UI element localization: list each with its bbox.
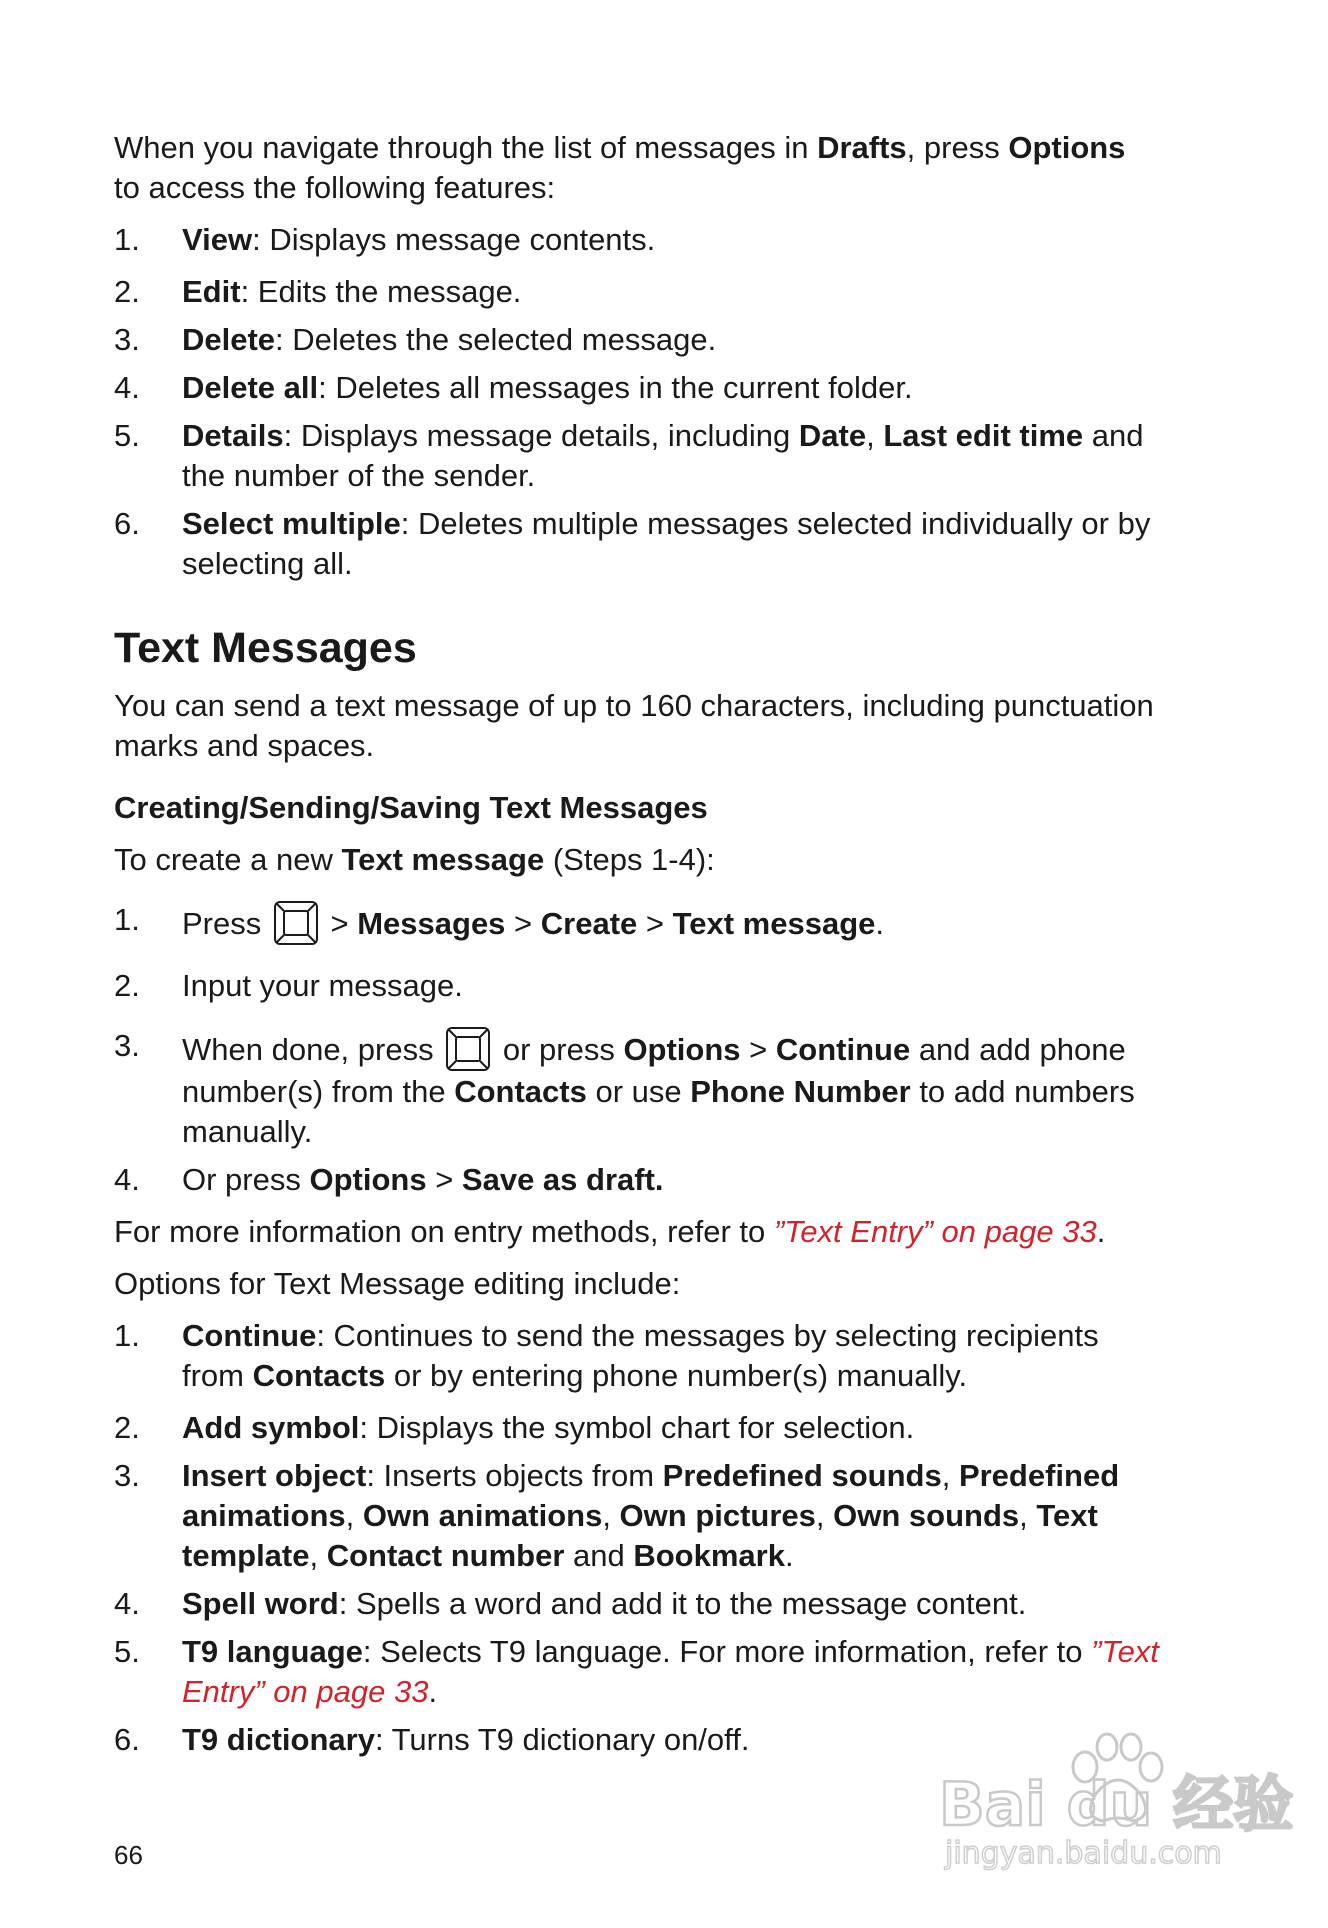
list-item: 2. Edit: Edits the message. [114, 274, 522, 309]
center-key-icon [445, 1026, 491, 1072]
list-item: 1. Continue: Continues to send the messages by selecting recipients from Contacts or by entering phone number(s) manually. [114, 1318, 1099, 1393]
more-info: For more information on entry methods, refer to ”Text Entry” on page 33. [114, 1214, 1106, 1249]
subsection-heading: Creating/Sending/Saving Text Messages [114, 790, 708, 825]
create-steps-list [114, 900, 1166, 1200]
list-item: 4. Or press Options > Save as draft. [114, 1162, 664, 1197]
center-key-icon [273, 900, 319, 946]
section-heading: Text Messages [114, 624, 417, 672]
text-entry-link[interactable]: ”Text Entry” on page 33 [773, 1214, 1097, 1249]
list-item: 3. Delete: Deletes the selected message. [114, 322, 717, 357]
list-item: 4. Delete all: Deletes all messages in the current folder. [114, 370, 913, 405]
manual-page [114, 128, 1166, 1760]
section-intro: You can send a text message of up to 160 characters, including punctuation marks and spaces. [114, 688, 1154, 763]
list-item: 2. Add symbol: Displays the symbol chart for selection. [114, 1410, 915, 1445]
text-entry-link[interactable]: ”Text Entry” on page 33 [182, 1634, 1159, 1709]
list-item: 6. T9 dictionary: Turns T9 dictionary on/off. [114, 1722, 750, 1757]
list-item: 4. Spell word: Spells a word and add it to the message content. [114, 1586, 1027, 1621]
options-intro: Options for Text Message editing include: [114, 1266, 681, 1301]
drafts-options-list [114, 220, 1166, 584]
drafts-intro: When you navigate through the list of messages in Drafts, press Options to access the following features: [114, 130, 1126, 205]
editing-options-list [114, 1316, 1166, 1760]
list-item: 6. Select multiple: Deletes multiple messages selected individually or by selecting all. [114, 506, 1151, 581]
list-item: 1. Press > Messages > Create > Text message. [114, 900, 1166, 946]
page-number: 66 [114, 1840, 143, 1870]
baidu-watermark-logo [935, 1725, 1294, 1875]
list-item: 3. Insert object: Inserts objects from Predefined sounds, Predefined animations, Own animations, Own pictures, Own sounds, Text template, Contact number and Bookmark. [114, 1458, 1120, 1573]
list-item: 5. Details: Displays message details, including Date, Last edit time and the number of the sender. [114, 418, 1144, 493]
create-intro: To create a new Text message (Steps 1-4): [114, 842, 715, 877]
list-item: 1. View: Displays message contents. [114, 222, 656, 257]
watermark-brand: Bai du 经验 [939, 1770, 1294, 1840]
list-item: 2. Input your message. [114, 968, 463, 1003]
watermark-url: jingyan.baidu.com [945, 1836, 1222, 1871]
list-item: 5. T9 language: Selects T9 language. For more information, refer to ”Text Entry” on page 33. [114, 1634, 1159, 1709]
list-item: 3. When done, press or press Options > Continue and add phone number(s) from the Contacts or use Phone Number to add numbers manually. [114, 1028, 1135, 1149]
